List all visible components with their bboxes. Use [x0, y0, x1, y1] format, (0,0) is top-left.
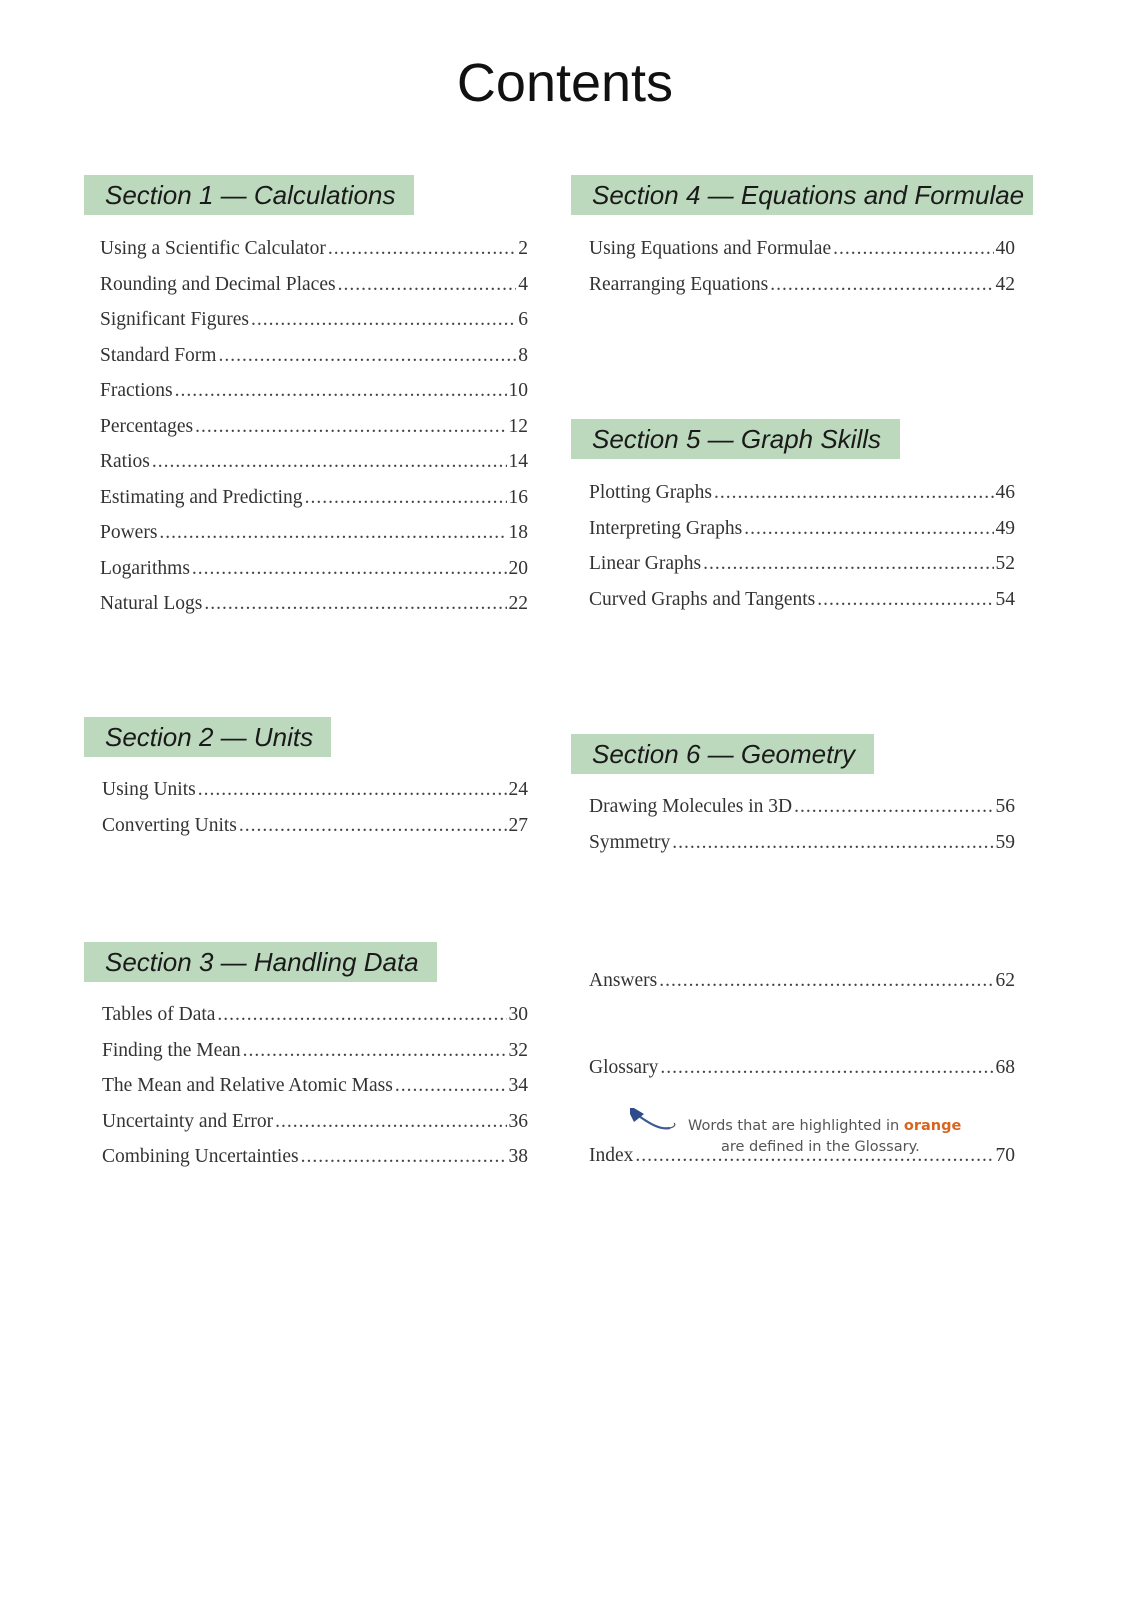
leader-dots: [794, 796, 993, 818]
leader-dots: [251, 309, 516, 331]
leader-dots: [192, 558, 507, 580]
toc-answers: [589, 970, 1015, 1006]
toc-entry-page: 6: [518, 309, 528, 330]
toc-entry[interactable]: [102, 815, 528, 851]
glossary-note-highlight: orange: [903, 1118, 962, 1134]
toc-entry-page: 40: [995, 238, 1015, 259]
toc-entry[interactable]: [100, 451, 528, 487]
section-header-handling-data: Section 3 — Handling Data: [84, 942, 437, 982]
toc-entry[interactable]: [100, 593, 528, 629]
toc-entry-page: 49: [995, 517, 1015, 539]
toc-entry[interactable]: [589, 482, 1015, 518]
toc-entry-title: Combining Uncertainties: [102, 1146, 299, 1167]
page-title: Contents: [456, 53, 674, 113]
glossary-note-prefix: Words that are highlighted in: [688, 1118, 904, 1134]
leader-dots: [744, 518, 993, 540]
toc-entry-title: Curved Graphs and Tangents: [589, 588, 816, 610]
toc-entry[interactable]: [589, 832, 1015, 868]
toc-entry[interactable]: [100, 558, 528, 594]
toc-entry-title: Finding the Mean: [102, 1039, 241, 1061]
toc-entry-title: Uncertainty and Error: [102, 1110, 274, 1132]
toc-entry[interactable]: [589, 274, 1015, 310]
toc-list-calculations: [100, 238, 528, 629]
toc-entry-title: Glossary: [589, 1057, 659, 1078]
toc-entry[interactable]: [100, 345, 528, 381]
leader-dots: [195, 416, 506, 438]
leader-dots: [714, 482, 994, 504]
toc-entry-title: Using Equations and Formulae: [589, 238, 832, 259]
toc-entry[interactable]: [102, 1004, 528, 1040]
toc-entry-title: Standard Form: [100, 344, 217, 366]
toc-entry-title: Powers: [100, 522, 158, 543]
leader-dots: [175, 380, 507, 402]
toc-entry[interactable]: [100, 522, 528, 558]
leader-dots: [152, 451, 507, 473]
toc-entry[interactable]: [102, 779, 528, 815]
toc-entry[interactable]: [100, 274, 528, 310]
leader-dots: [659, 970, 993, 992]
leader-dots: [204, 593, 506, 615]
toc-entry-title: Symmetry: [589, 831, 671, 853]
leader-dots: [338, 274, 517, 296]
toc-entry[interactable]: [589, 518, 1015, 554]
curved-arrow-icon: [630, 1108, 690, 1148]
leader-dots: [159, 522, 506, 544]
section-header-equations: Section 4 — Equations and Formulae: [571, 175, 1033, 215]
toc-entry-title: Rounding and Decimal Places: [100, 273, 336, 295]
leader-dots: [703, 553, 993, 575]
leader-dots: [239, 815, 507, 837]
toc-entry-page: 70: [995, 1145, 1015, 1166]
leader-dots: [328, 238, 516, 260]
toc-entry[interactable]: [100, 487, 528, 523]
toc-entry-page: 4: [518, 273, 528, 295]
toc-entry-title: The Mean and Relative Atomic Mass: [102, 1075, 393, 1096]
toc-entry[interactable]: [589, 796, 1015, 832]
toc-entry-page: 54: [995, 588, 1015, 610]
toc-entry-title: Answers: [589, 970, 658, 991]
toc-entry-title: Logarithms: [100, 557, 190, 579]
leader-dots: [305, 487, 507, 509]
toc-entry[interactable]: [100, 416, 528, 452]
toc-entry-title: Estimating and Predicting: [100, 486, 303, 508]
toc-entry-page: 20: [508, 557, 528, 579]
toc-entry-page: 24: [508, 779, 528, 800]
leader-dots: [395, 1075, 507, 1097]
toc-entry-title: Fractions: [100, 380, 173, 401]
toc-list-units: [102, 779, 528, 850]
toc-entry-title: Percentages: [100, 415, 194, 437]
toc-entry-page: 52: [995, 553, 1015, 574]
toc-entry-page: 16: [508, 486, 528, 508]
toc-entry[interactable]: [589, 238, 1015, 274]
toc-entry[interactable]: [102, 1075, 528, 1111]
section-header-geometry: Section 6 — Geometry: [571, 734, 874, 774]
leader-dots: [301, 1146, 507, 1168]
toc-entry-page: 12: [508, 415, 528, 437]
toc-entry-page: 62: [995, 970, 1015, 991]
toc-entry-page: 56: [995, 796, 1015, 817]
toc-entry-page: 22: [508, 593, 528, 614]
toc-entry-title: Rearranging Equations: [589, 273, 769, 295]
toc-entry[interactable]: [589, 553, 1015, 589]
toc-entry[interactable]: [589, 589, 1015, 625]
toc-entry[interactable]: [102, 1146, 528, 1182]
glossary-note-line-2: are defined in the Glossary.: [721, 1139, 920, 1155]
glossary-note-line-1: [688, 1116, 961, 1136]
toc-entry-page: 42: [995, 273, 1015, 295]
toc-entry-page: 18: [508, 522, 528, 543]
toc-entry-page: 14: [508, 451, 528, 472]
section-header-calculations: Section 1 — Calculations: [84, 175, 414, 215]
toc-entry-page: 38: [508, 1146, 528, 1167]
toc-entry-title: Plotting Graphs: [589, 482, 712, 503]
toc-entry[interactable]: [102, 1040, 528, 1076]
leader-dots: [817, 589, 993, 611]
leader-dots: [198, 779, 507, 801]
toc-entry[interactable]: [100, 309, 528, 345]
toc-entry-title: Drawing Molecules in 3D: [589, 796, 793, 817]
leader-dots: [218, 345, 516, 367]
toc-list-handling-data: [102, 1004, 528, 1182]
toc-entry-title: Using a Scientific Calculator: [100, 238, 326, 259]
leader-dots: [275, 1111, 506, 1133]
leader-dots: [770, 274, 993, 296]
toc-entry-glossary[interactable]: [589, 1057, 1015, 1093]
toc-list-graph-skills: [589, 482, 1015, 624]
toc-entry-answers[interactable]: [589, 970, 1015, 1006]
leader-dots: [833, 238, 993, 260]
toc-entry-title: Index: [589, 1145, 634, 1166]
leader-dots: [217, 1004, 506, 1026]
toc-entry-page: 32: [508, 1039, 528, 1061]
toc-entry-title: Ratios: [100, 451, 150, 472]
section-header-graph-skills: Section 5 — Graph Skills: [571, 419, 900, 459]
leader-dots: [243, 1040, 507, 1062]
toc-entry-title: Natural Logs: [100, 593, 203, 614]
toc-entry-page: 30: [508, 1004, 528, 1025]
toc-entry-title: Interpreting Graphs: [589, 517, 743, 539]
leader-dots: [672, 832, 993, 854]
toc-entry[interactable]: [102, 1111, 528, 1147]
toc-entry-title: Significant Figures: [100, 309, 249, 330]
toc-entry-page: 8: [518, 344, 528, 366]
toc-entry-page: 10: [508, 380, 528, 401]
toc-list-geometry: [589, 796, 1015, 867]
toc-entry-page: 36: [508, 1110, 528, 1132]
toc-entry-page: 34: [508, 1075, 528, 1096]
toc-entry-page: 46: [995, 482, 1015, 503]
toc-entry-title: Converting Units: [102, 814, 237, 836]
toc-list-equations: [589, 238, 1015, 309]
toc-entry-page: 68: [995, 1057, 1015, 1078]
toc-entry-page: 59: [995, 831, 1015, 853]
glossary-note: [630, 1108, 962, 1158]
toc-entry-title: Using Units: [102, 779, 196, 800]
toc-glossary: [589, 1057, 1015, 1093]
toc-entry-page: 27: [508, 814, 528, 836]
toc-entry[interactable]: [100, 380, 528, 416]
toc-entry[interactable]: [100, 238, 528, 274]
toc-entry-title: Linear Graphs: [589, 553, 702, 574]
section-header-units: Section 2 — Units: [84, 717, 331, 757]
toc-entry-page: 2: [518, 238, 528, 259]
leader-dots: [660, 1057, 993, 1079]
toc-entry-title: Tables of Data: [102, 1004, 216, 1025]
